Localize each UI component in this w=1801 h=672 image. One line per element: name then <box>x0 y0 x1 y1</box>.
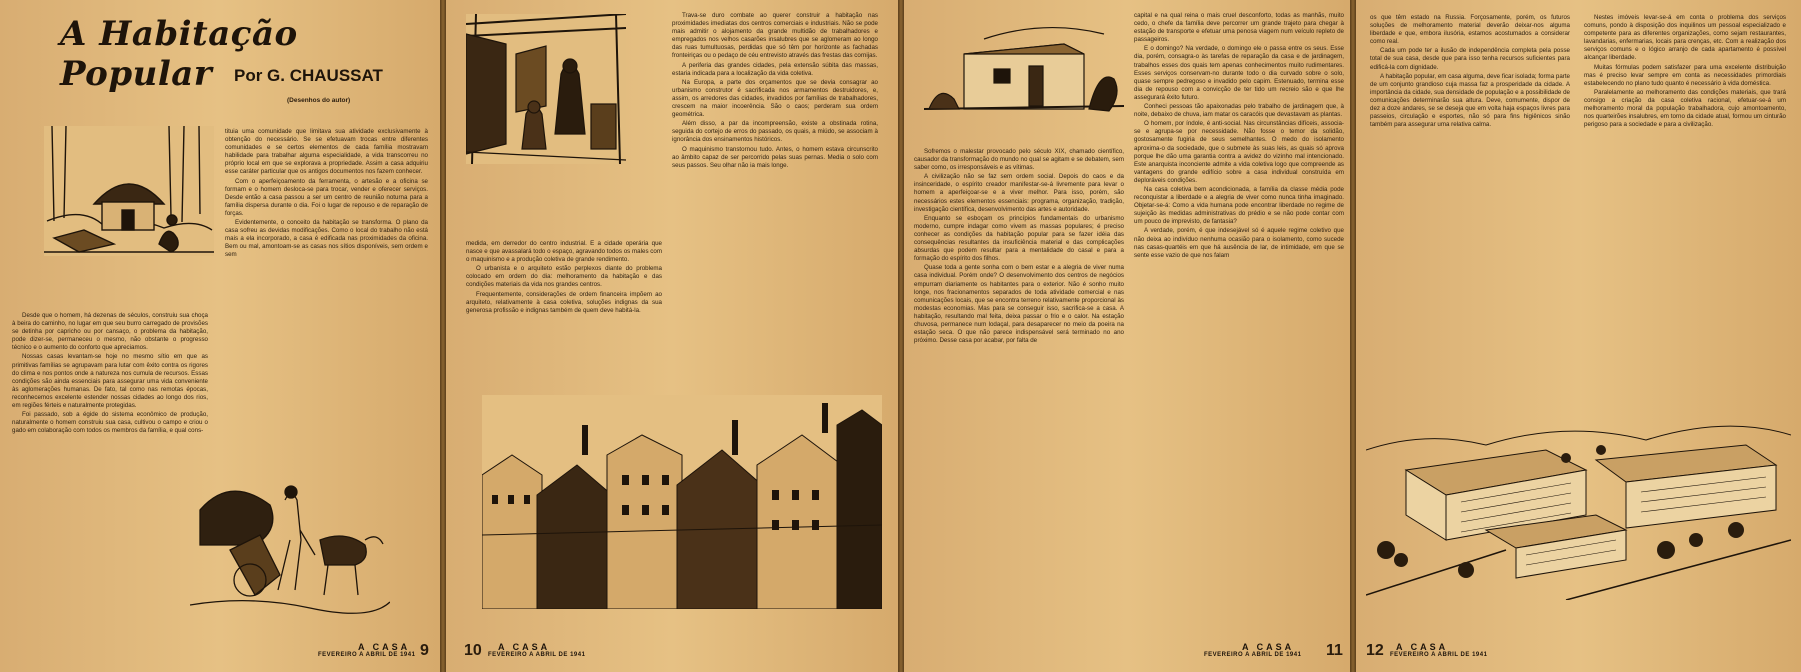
page-footer <box>318 642 415 658</box>
paragraph: Evidentemente, o conceito da habitação se transforma. O plano da casa sofreu as devidas modificações. Como o local do trabalho não está mais a ela incorporado, a casa é edificada nas proximidades da oficina. Bem ou mal, amontoam-se as casas nos sítios disponíveis, sem ordem e sem <box>225 219 428 259</box>
paragraph: Trava-se duro combate ao querer construir a habitação nas proximidades imediatas dos centros comerciais e industriais. Não se pode mais admitir o alojamento da grande multidão de trabalhadores e empregados nos velhos casarões insalubres que se aglomeram ao longo das ruas tumultuosas, perdidas que só têm por horizonte as fachadas fronteiriças ou o pedaço de céu entrevisto através das frestas das cornijas. <box>672 12 878 60</box>
paragraph: capital e na qual reina o mais cruel desconforto, todas as manhãs, muito cedo, o chefe da família deve percorrer um grande trajeto para chegar à estação de transporte e efetuar uma penosa viagem num veículo repleto de passageiros. <box>1134 12 1344 44</box>
article-title: A Habitação Popular <box>60 14 298 94</box>
paragraph: Sofremos o malestar provocado pelo século XIX, chamado científico, causador da transformação do mundo no qual se agitam e se debatem, sem saber como, os irresponsáveis e as vítimas. <box>914 148 1124 172</box>
page-10 <box>446 0 898 672</box>
paragraph: Paralelamente ao melhoramento das condições materiais, que trará consigo a criação da casa coletiva racional, efetuar-se-á um melhoramento moral da população trabalhadora, cujo amontoamento, nos quarteirões insalubres, em torno da cidade atual, formou um cinturão perigoso para a sociedade e para a civilização. <box>1584 88 1786 129</box>
paragraph: O maquinismo transtornou tudo. Antes, o homem estava circunscrito ao âmbito capaz de ser percorrido pelas suas pernas. Media o solo com seus passos. Seu olhar não ia mais longe. <box>672 145 878 169</box>
paragraph: os que têm estado na Russia. Forçosamente, porém, os futuros soluções de melhoramento material deverão deixar-nos alguma liberdade e que, embora ilusória, estamos acostumados a considerar como real. <box>1370 14 1570 46</box>
paragraph: Foi passado, sob a égide do sistema econômico de produção, naturalmente o homem construiu sua casa, cultivou o campo e criou o gado em colaboração com todos os membros da família, e qual cons- <box>12 411 208 435</box>
p11-column-2 <box>1134 12 1344 261</box>
illustration-credit: (Desenhos do autor) <box>287 97 351 104</box>
issue-date: FEVEREIRO A ABRIL DE 1941 <box>488 652 586 658</box>
paragraph: tituia uma comunidade que limitava sua atividade exclusivamente à obtenção do necessário. Se se efetuavam trocas entre diferentes comunidades e se certos elementos de cada família mostravam habilidade para trabalhar alguma especialidade, a vida transcorreu no próprio local em que se explorava a propriedade. Assim a casa adquiriu esse caráter particular que os antigos documentos nos fazem conhecer. <box>225 128 428 176</box>
tenement-interior-illustration <box>466 14 626 164</box>
paragraph: Frequentemente, considerações de ordem financeira impõem ao arquiteto, relativamente à casa coletiva, soluções indignas da sua generosa profissão e indignas também de quem deve habitá-la. <box>466 290 662 314</box>
paragraph: O homem, por índole, é anti-social. Nas circunstâncias difíceis, associa-se e agrupa-se por necessidade. Não fosse o temor da solidão, gostosamente fugiria de seus semelhantes. O medo do isolamento aproxima-o da sociedade, que o submete às suas leis, as quais só aprova porque lhe dão uma garantia contra a avidez do vizinho mal intencionado. Este anarquista inconciente admite a vida coletiva logo que compreende as vantagens do grande edifício sobre a casa individual construída em deploráveis condições. <box>1134 120 1344 184</box>
paragraph: Cada um pode ter a ilusão de independência completa pela posse total de sua casa, desde que para isso tenha recursos suficientes para edificá-la com dignidade. <box>1370 47 1570 71</box>
page-number: 12 <box>1366 642 1384 659</box>
paragraph: medida, em derredor do centro industrial. E a cidade operária que nasce e que avassalará todo o espaço, agravando todos os males com o maquinismo e a produção coletiva de grande rendimento. <box>466 240 662 264</box>
magazine-name: A CASA <box>498 642 551 652</box>
magazine-name: A CASA <box>1396 642 1449 652</box>
paragraph: O urbanista e o arquiteto estão perplexos diante do problema colocado em ordem do dia: melhoramento da habitação e das condições materiais da vida nos grandes centros. <box>466 265 662 289</box>
paragraph: A periferia das grandes cidades, pela extensão súbita das massas, estaria indicada para a localização da vida coletiva. <box>672 61 878 77</box>
magazine-name: A CASA <box>358 642 411 652</box>
p11-column-1 <box>914 148 1124 346</box>
paragraph: Muitas fórmulas podem satisfazer para uma excelente distribuição mas é preciso levar sempre em conta as necessidades primordiais estabelecendo no plano tudo quanto é necessário à vida doméstica. <box>1584 63 1786 87</box>
p12-column-2 <box>1584 14 1786 130</box>
p9-column-1 <box>12 312 208 436</box>
paragraph: E o domingo? Na verdade, o domingo ele o passa entre os seus. Esse dia, porém, consagra-o às tarefas de reparação da casa e de jardinagem, trabalhos esses dos quais tem apenas conhecimentos muito rudimentares. Esses serviços conservam-no durante todo o dia curvado sobre o solo, quase sempre pedregoso e invadido pelo capim. Estenuado, termina esse dia de repouso com a convicção de ter tido um recreio são e que lhe assegurará êxito futuro. <box>1134 45 1344 101</box>
p10-column-2 <box>672 12 878 171</box>
farmer-plowing-illustration <box>190 470 390 620</box>
page-footer <box>488 642 585 658</box>
primitive-hut-illustration <box>44 126 214 256</box>
p10-column-1 <box>466 240 662 316</box>
page-9 <box>0 0 440 672</box>
page-number: 9 <box>420 642 429 659</box>
page-footer <box>1390 642 1487 658</box>
modern-housing-blocks-illustration <box>1366 410 1791 600</box>
magazine-name: A CASA <box>1242 642 1295 652</box>
paragraph: Na Europa, a parte dos orçamentos que se devia consagrar ao urbanismo construtor é sacrificada nos armamentos destruidores, e, assim, os arredores das cidades, invadidos por famílias de trabalhadores, crescem na maior incoerência. São o caos; perderam sua ordem geométrica. <box>672 78 878 119</box>
suburban-house-illustration <box>924 14 1124 114</box>
issue-date: FEVEREIRO A ABRIL DE 1941 <box>318 652 416 658</box>
article-byline: Por G. CHAUSSAT <box>234 66 383 85</box>
page-footer <box>1204 642 1301 658</box>
issue-date: FEVEREIRO A ABRIL DE 1941 <box>1390 652 1488 658</box>
p9-column-2 <box>225 128 428 261</box>
paragraph: Conheci pessoas tão apaixonadas pelo trabalho de jardinagem que, à noite, debaixo de chuva, iam matar os caracóis que devastavam as plantas. <box>1134 103 1344 119</box>
paragraph: Além disso, a par da incompreensão, existe a obstinada rotina, seguida do cortejo de erros do passado, os quais, a miúdo, se associam à ignorância dos ensinamentos históricos. <box>672 120 878 144</box>
paragraph: Na casa coletiva bem acondicionada, a família da classe média pode reconquistar a liberdade e a alegria de viver como nunca tinha imaginado. Objetar-se-á: Como a vida humana pode encontrar liberdade no regime de sujeição às medidas administrativas do prédio e se não pode contar com um pouco de imprevisto, de fantasia? <box>1134 185 1344 226</box>
p12-column-1 <box>1370 14 1570 130</box>
issue-date: FEVEREIRO A ABRIL DE 1941 <box>1204 652 1302 658</box>
paragraph: Enquanto se esboçam os princípios fundamentais do urbanismo moderno, cumpre indagar como vivem as massas populares; é preciso conhecer as condições da habitação popular para se fazer idéia das consequências resultantes da insuficiência material e das complicações absurdas que podem resultar para a mentalidade do casal e para a formação do espírito dos filhos. <box>914 214 1124 263</box>
paragraph: Desde que o homem, há dezenas de séculos, construiu sua choça à beira do caminho, no lugar em que seu burro carregado de provisões se detinha por capricho ou por cansaço, o problema da habitação, pode dizer-se, permaneceu o mesmo, não obstante o progresso técnico e o aumento do conforto que apreciamos. <box>12 312 208 352</box>
paragraph: A civilização não se faz sem ordem social. Depois do caos e da insinceridade, o espírito creador manifestar-se-á livremente para levar o homem a aperfeiçoar-se e a viver melhor. Para isso, porém, são necessários estes elementos essenciais: programa, organização, tradição, investigação científica, desenvolvimento das artes e autoridade. <box>914 173 1124 213</box>
paragraph: A habitação popular, em casa alguma, deve ficar isolada; forma parte de um conjunto grandioso cuja massa faz a prosperidade da cidade. A importância da cidade, sua densidade de população e a possibilidade de comunicações determinarão sua altura. Deve, comumente, dispor de dez a doze andares, se se deseja que em volta haja espaços livres para passeios, circulação e esportes, não só para fins higiênicos sinão também para assegurar uma relativa calma. <box>1370 72 1570 129</box>
paragraph: A verdade, porém, é que indesejável só é aquele regime coletivo que não deixa ao indivíduo nenhuma ocasião para o isolamento, como sucede nas casas-quartéis em que há ausência de lar, de intimidade, em que se sente esse vazio de que nos falam <box>1134 227 1344 259</box>
page-number: 11 <box>1326 642 1343 659</box>
paragraph: Quase toda a gente sonha com o bem estar e a alegria de viver numa casa individual. Porém onde? O desenvolvimento dos centros de negócios empurram diariamente os habitantes para o exterior. Não é sonho muito longe, nos fracionamentos separados de toda atividade comercial e nas comunicações locais, que se encontra terreno relativamente proporcional às modestas economias. Mas para se conseguir isso, sacrifica-se a casa. A habitação, resultando mal feita, deixa passar o frio e o calor. Na estação chuvosa, permanece num lodaçal, para desaparecer no meio da poeira na estação seca. O que não parece indispensável será terminado no ano próximo. Desse casa por acabar, por falta de <box>914 264 1124 345</box>
paragraph: Nossas casas levantam-se hoje no mesmo sítio em que as primitivas famílias se agrupavam para lutar com êxito contra os rigores do clima e nos pontos onde a natureza nos cumula de recursos. Essas condições são ainda essenciais para assegurar uma vida conveniente às aglomerações humanas. De fato, tal como nas remotas épocas, reconhecemos excelente estender nossas cidades ao longo dos rios, em regiões férteis e naturalmente protegidas. <box>12 353 208 410</box>
page-11 <box>904 0 1350 672</box>
paragraph: Com o aperfeiçoamento da ferramenta, o artesão e a oficina se formam e o homem desloca-se para trocar, vender e oferecer serviços. Desde então a casa passou a ser um centro de reunião noturna para a família dispersa durante o dia. Foi o lugar de repouso e de reparação de forças. <box>225 177 428 217</box>
page-number: 10 <box>464 642 482 659</box>
city-rooftops-illustration <box>482 395 882 609</box>
paragraph: Nestes imóveis levar-se-á em conta o problema dos serviços comuns, pondo à disposição dos inquilinos um pessoal especializado e competente para as diferentes organizações, como sejam restaurantes, lavandarias, enfermarias, locais para crenças, etc. Com a realização dos serviços comuns e o lógico arranjo de cada apartamento é possível alcançar liberdade. <box>1584 14 1786 62</box>
page-12 <box>1356 0 1801 672</box>
